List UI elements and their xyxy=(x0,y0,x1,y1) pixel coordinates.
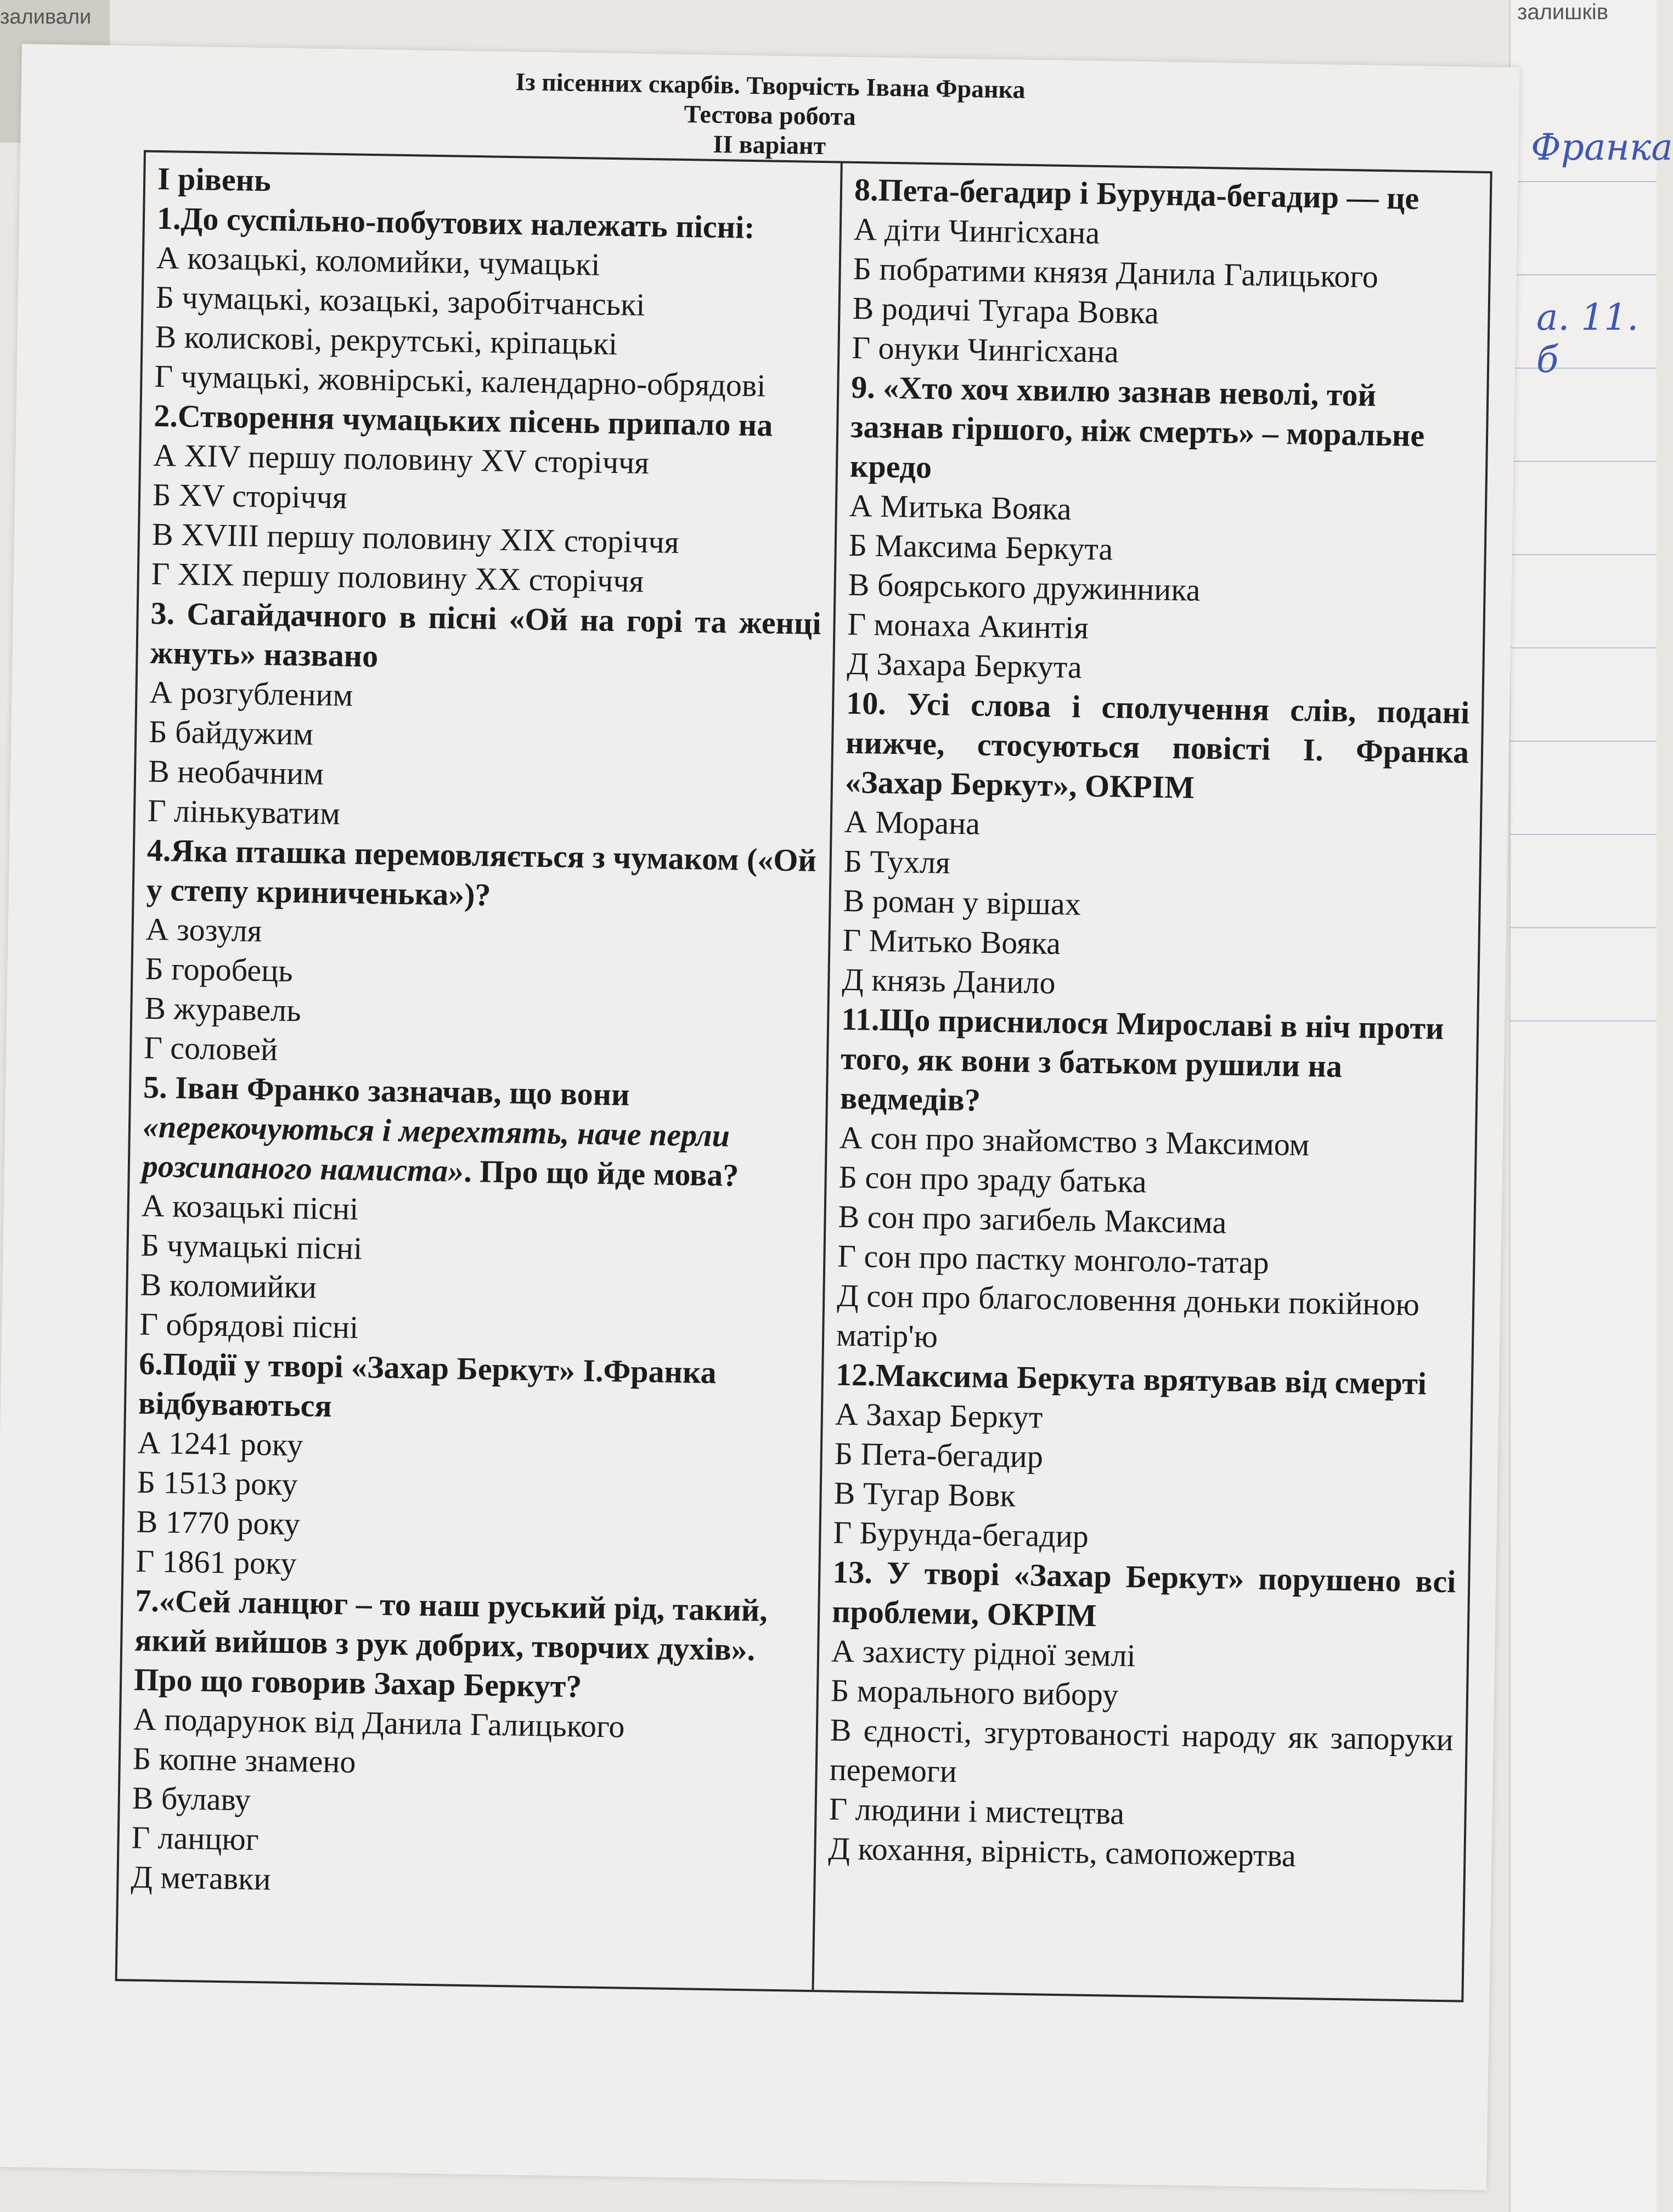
answer-option: А 1241 року xyxy=(137,1424,303,1463)
notebook-rule xyxy=(1511,834,1657,835)
question-8: 8.Пета-бегадир і Бурунда-бегадир — це xyxy=(854,171,1419,217)
answer-option: Г соловей xyxy=(143,1029,278,1068)
question-13: 13. У творі «Захар Беркут» порушено всі проблеми, ОКРІМ xyxy=(831,1554,1456,1634)
questions-table xyxy=(115,150,1492,2002)
answer-option: А сон про знайомство з Максимом xyxy=(839,1119,1310,1163)
question-11: 11.Що приснилося Мирославі в ніч проти того, як вони з батьком рушили на ведмедів? xyxy=(840,1001,1445,1118)
answer-option: Г сон про пастку монголо-татар xyxy=(837,1238,1270,1280)
answer-option: Г XIX першу половину XX сторіччя xyxy=(151,555,644,599)
answer-option: В журавель xyxy=(144,990,302,1029)
question-7: 7.«Сей ланцюг – то наш руський рід, такий, який вийшов з рук добрих, творчих духів». Про що говорив Захар Беркут? xyxy=(133,1582,768,1705)
question-5 xyxy=(142,1068,814,1197)
question-1: 1.До суспільно-побутових належать пісні: xyxy=(156,200,756,246)
answer-option: Г 1861 року xyxy=(136,1543,297,1582)
test-sheet xyxy=(0,44,1520,2190)
question-6: 6.Події у творі «Захар Беркут» І.Франка відбуваються xyxy=(138,1345,717,1424)
level-heading: І рівень xyxy=(157,160,272,199)
answer-option: В 1770 року xyxy=(136,1503,301,1542)
answer-option: Б чумацькі, козацькі, заробітчанські xyxy=(155,279,645,323)
answer-option: Д кохання, вірність, самопожертва xyxy=(828,1830,1297,1874)
answer-option: А Митька Вояка xyxy=(849,487,1072,527)
question-5-part: 5. Іван Франко зазначав, що вони xyxy=(143,1069,630,1113)
answer-option: Б байдужим xyxy=(148,713,314,752)
handwritten-note: а. 11. б xyxy=(1536,296,1639,381)
notebook-rule xyxy=(1511,554,1657,555)
answer-option: В боярського дружинника xyxy=(848,566,1201,608)
answer-option: Б чумацькі пісні xyxy=(140,1227,363,1267)
answer-option: А козацькі пісні xyxy=(141,1187,359,1227)
notebook-rule xyxy=(1511,647,1657,648)
question-2: 2.Створення чумацьких пісень припало на xyxy=(153,397,773,443)
right-column xyxy=(814,163,1490,2000)
answer-option: Д Захара Беркута xyxy=(846,645,1083,685)
notebook-rule xyxy=(1511,1020,1657,1022)
answer-option: Б побратими князя Данила Галицького xyxy=(853,250,1379,295)
notebook-rule xyxy=(1511,461,1657,462)
answer-option: А розгубленим xyxy=(149,674,353,713)
answer-option: Б 1513 року xyxy=(137,1464,298,1503)
answer-option: В булаву xyxy=(132,1780,251,1818)
answer-option: Д князь Данило xyxy=(841,961,1056,1001)
notebook-rule xyxy=(1511,927,1657,928)
question-3: 3. Сагайдачного в пісні «Ой на горі та женці жнуть» названо xyxy=(150,595,822,674)
notebook-rule xyxy=(1511,181,1657,182)
answer-option: А діти Чингісхана xyxy=(853,211,1100,251)
answer-option: Г ланцюг xyxy=(131,1819,260,1858)
answer-option: Г чумацькі, жовнірські, календарно-обрядові xyxy=(154,358,766,404)
answer-option: Б сон про зраду батька xyxy=(838,1159,1147,1200)
answer-option: А XIV першу половину XV сторіччя xyxy=(153,437,650,481)
answer-option: А козацькі, коломийки, чумацькі xyxy=(156,239,600,283)
notebook-rule xyxy=(1511,741,1657,742)
answer-option: А зозуля xyxy=(145,911,262,949)
answer-option: В сон про загибель Максима xyxy=(838,1198,1227,1240)
answer-option: Б Максима Беркута xyxy=(848,527,1113,567)
question-5-quote: «перекочуються і мерехтять, наче перли розсипаного намиста» xyxy=(142,1108,730,1189)
notebook-rule xyxy=(1511,274,1657,275)
margin-text-left: заливали xyxy=(0,5,92,29)
answer-option: А Захар Беркут xyxy=(835,1396,1043,1435)
answer-option: Б XV сторіччя xyxy=(152,476,348,516)
answer-option: А подарунок від Данила Галицького xyxy=(133,1701,625,1745)
answer-option: В роман у віршах xyxy=(843,882,1081,922)
handwritten-word: Франка xyxy=(1531,126,1673,168)
answer-option: Б копне знамено xyxy=(132,1740,356,1780)
answer-option: В єдності, згуртованості народу як запоруки перемоги xyxy=(829,1712,1454,1790)
test-title: Із пісенних скарбів. Творчість Івана Франка xyxy=(515,67,1026,104)
answer-option: В Тугар Вовк xyxy=(833,1475,1016,1514)
answer-option: Б Тухля xyxy=(843,843,951,881)
answer-option: Г лінькуватим xyxy=(147,792,341,832)
answer-option: Г Митько Вояка xyxy=(842,922,1061,961)
question-12: 12.Максима Беркута врятував від смерті xyxy=(835,1356,1427,1402)
answer-option: Г Бурунда-бегадир xyxy=(833,1514,1089,1554)
question-4: 4.Яка пташка перемовляється з чумаком («Ой у степу криниченька»)? xyxy=(146,832,817,913)
test-variant: ІІ варіант xyxy=(713,129,826,160)
margin-text-right: залишків xyxy=(1517,0,1608,24)
answer-option: Б Пета-бегадир xyxy=(834,1435,1044,1475)
answer-option: А захисту рідної землі xyxy=(831,1633,1136,1674)
answer-option: Б морального вибору xyxy=(830,1672,1119,1713)
question-10: 10. Усі слова і сполучення слів, подані нижче, стосуються повісті І. Франка «Захар Беркут», ОКРІМ xyxy=(844,685,1470,805)
answer-option: В родичі Тугара Вовка xyxy=(852,290,1159,331)
answer-option: Г людини і мистецтва xyxy=(829,1791,1125,1831)
answer-option: А Морана xyxy=(844,803,981,842)
answer-option: В XVIII першу половину XIX сторіччя xyxy=(151,516,679,560)
answer-option: Г обрядові пісні xyxy=(139,1306,359,1345)
question-9: 9. «Хто хоч хвилю зазнав неволі, той зазнав гіршого, ніж смерть» – моральне кредо xyxy=(849,369,1425,486)
answer-option: В колискові, рекрутські, кріпацькі xyxy=(155,318,618,362)
answer-option: В необачним xyxy=(148,753,324,792)
answer-option: Б горобець xyxy=(145,950,294,989)
test-subtitle: Тестова робота xyxy=(684,99,857,131)
answer-option: Д метавки xyxy=(131,1859,271,1897)
answer-option: В коломийки xyxy=(139,1266,317,1305)
answer-option: Г монаха Акинтія xyxy=(847,606,1089,646)
answer-option: Г онуки Чингісхана xyxy=(851,329,1119,370)
answer-option: Д сон про благословення доньки покійною матір'ю xyxy=(836,1277,1420,1355)
left-column xyxy=(117,153,843,1990)
question-5-part: . Про що йде мова? xyxy=(463,1153,739,1193)
